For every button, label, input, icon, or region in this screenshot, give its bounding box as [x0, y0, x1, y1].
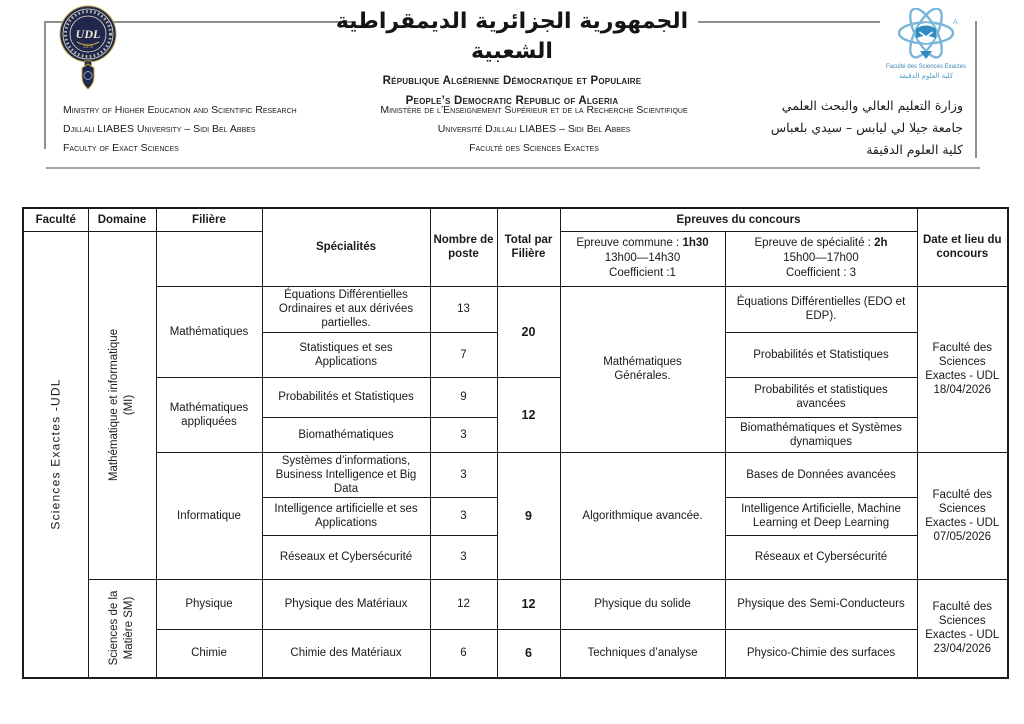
commune-label: Epreuve commune :	[576, 237, 680, 249]
university-seal-logo	[55, 4, 121, 97]
cell-epreuve-commune	[560, 629, 725, 678]
commune-text: Physique du solide	[594, 598, 691, 610]
cell-total-filiere: 6	[497, 629, 560, 678]
ministry-block-fr	[340, 101, 728, 158]
faculte-label: Sciences Exactes -UDL	[48, 378, 63, 530]
commune-text: Algorithmique avancée.	[582, 509, 703, 522]
cell-epreuve-specialite: Bases de Données avancées	[725, 452, 917, 497]
ministry-ar-line: كلية العلوم الدقيقة	[866, 142, 963, 157]
cell-filiere: Chimie	[156, 629, 262, 678]
specialite-coeff: Coefficient : 3	[785, 267, 857, 279]
ministry-block-en	[63, 101, 355, 158]
cell-specialite: Systèmes d’informations, Business Intelligence et Big Data	[262, 452, 430, 497]
date-value: 07/05/2026	[933, 530, 992, 543]
ministry-fr-line: Université Djillali LIABES – Sidi Bel Abbes	[437, 123, 631, 135]
concours-table	[22, 207, 1009, 679]
cell-date-lieu	[917, 579, 1008, 678]
cell-date-lieu	[917, 286, 1008, 452]
cell-filiere: Mathématiques	[156, 286, 262, 377]
cell-nombre-poste: 3	[430, 535, 497, 579]
domaine-sm-line1: Sciences de la	[108, 590, 120, 666]
cell-epreuve-specialite: Biomathématiques et Systèmes dynamiques	[725, 417, 917, 452]
cell-nombre-poste: 12	[430, 579, 497, 629]
header-rule-bottom	[46, 167, 980, 169]
col-header-total: Total par Filière	[497, 208, 560, 286]
ministry-ar-line: وزارة التعليم العالي والبحث العلمي	[781, 98, 963, 113]
commune-text: Mathématiques Générales.	[603, 356, 682, 382]
date-value: 23/04/2026	[933, 643, 992, 656]
svg-text:A: A	[953, 19, 958, 26]
cell-total-filiere: 9	[497, 452, 560, 579]
faculty-logo-caption-ar: كلية العلوم الدقيقة	[898, 72, 954, 80]
cell-epreuve-specialite: Équations Différentielles (EDO et EDP).	[725, 286, 917, 332]
header-rule-right-vertical	[975, 21, 977, 158]
cell-faculte	[23, 231, 88, 678]
cell-specialite: Physique des Matériaux	[262, 579, 430, 629]
specialite-time: 15h00—17h00	[783, 252, 859, 264]
cell-specialite: Chimie des Matériaux	[262, 629, 430, 678]
seal-monogram: UDL	[75, 27, 101, 41]
cell-epreuve-commune-header	[560, 231, 725, 286]
specialite-duration: 2h	[874, 237, 888, 249]
ministry-fr-line: Faculté des Sciences Exactes	[469, 142, 599, 154]
cell-filiere: Physique	[156, 579, 262, 629]
domaine-mi-line2: (MI)	[123, 394, 135, 416]
cell-nombre-poste: 7	[430, 332, 497, 377]
col-header-epreuves: Epreuves du concours	[560, 208, 917, 231]
cell-epreuve-specialite: Intelligence Artificielle, Machine Learning et Deep Learning	[725, 497, 917, 535]
cell-nombre-poste: 3	[430, 497, 497, 535]
col-header-domaine: Domaine	[88, 208, 156, 231]
specialite-label: Epreuve de spécialité :	[754, 237, 871, 249]
cell-total-filiere: 20	[497, 286, 560, 377]
cell-date-lieu	[917, 452, 1008, 579]
faculty-logo-caption-fr: Faculté des Sciences Exactes	[885, 64, 967, 70]
cell-epreuve-commune	[560, 579, 725, 629]
faculty-logo	[878, 8, 974, 91]
cell-domaine-sm	[88, 579, 156, 678]
republic-title-en: People’s Democratic Republic of Algeria	[405, 95, 619, 107]
cell-epreuve-commune	[560, 286, 725, 452]
header-rule-left-vertical	[44, 21, 46, 149]
cell-filiere: Informatique	[156, 452, 262, 579]
ministry-fr-line: Ministère de l’Enseignement Supérieur et de la Recherche Scientifique	[380, 104, 688, 116]
ministry-en-line: Djillali LIABES University – Sidi Bel Abbes	[63, 123, 256, 135]
ministry-ar-line: جامعة جيلا لي ليابس – سيدي بلعباس	[770, 120, 963, 135]
commune-duration: 1h30	[682, 237, 709, 249]
cell-filiere: Mathématiques appliquées	[156, 377, 262, 452]
cell-specialite: Statistiques et ses Applications	[262, 332, 430, 377]
col-header-nombre: Nombre de poste	[430, 208, 497, 286]
domaine-mi-line1: Mathématique et informatique	[108, 328, 120, 482]
cell-epreuve-specialite: Physico-Chimie des surfaces	[725, 629, 917, 678]
cell-epreuve-specialite: Probabilités et Statistiques	[725, 332, 917, 377]
cell-epreuve-specialite: Physique des Semi-Conducteurs	[725, 579, 917, 629]
cell-total-filiere: 12	[497, 579, 560, 629]
date-place: Faculté des Sciences Exactes - UDL	[925, 488, 1000, 529]
ministry-block-ar	[735, 95, 963, 161]
commune-coeff: Coefficient :1	[609, 267, 676, 279]
cell-specialite: Biomathématiques	[262, 417, 430, 452]
cell-nombre-poste: 9	[430, 377, 497, 417]
seal-year: 1978	[82, 44, 94, 49]
ministry-en-line: Faculty of Exact Sciences	[63, 142, 179, 154]
date-place: Faculté des Sciences Exactes - UDL	[925, 342, 1000, 382]
commune-text: Techniques d’analyse	[587, 647, 698, 660]
cell-domaine-mi	[88, 231, 156, 579]
cell-nombre-poste: 6	[430, 629, 497, 678]
cell-epreuve-specialite: Probabilités et statistiques avancées	[725, 377, 917, 417]
cell-nombre-poste: 3	[430, 417, 497, 452]
cell-nombre-poste: 13	[430, 286, 497, 332]
col-header-filiere: Filière	[156, 208, 262, 231]
cell-epreuve-commune	[560, 452, 725, 579]
date-value: 18/04/2026	[933, 384, 992, 396]
col-header-date: Date et lieu du concours	[917, 208, 1008, 286]
cell-specialite: Intelligence artificielle et ses Applications	[262, 497, 430, 535]
col-header-specialites: Spécialités	[262, 208, 430, 286]
commune-time: 13h00—14h30	[604, 252, 681, 264]
col-header-faculte: Faculté	[23, 208, 88, 231]
national-title-arabic: الجمهورية الجزائرية الديمقراطية الشعبية	[335, 9, 689, 64]
ministry-en-line: Ministry of Higher Education and Scientific Research	[63, 104, 297, 116]
republic-title-fr: République Algérienne Démocratique et Populaire	[382, 75, 642, 87]
cell-specialite: Réseaux et Cybersécurité	[262, 535, 430, 579]
cell-epreuve-specialite-header	[725, 231, 917, 286]
cell-total-filiere: 12	[497, 377, 560, 452]
cell-nombre-poste: 3	[430, 452, 497, 497]
cell-specialite: Probabilités et Statistiques	[262, 377, 430, 417]
cell-epreuve-specialite: Réseaux et Cybersécurité	[725, 535, 917, 579]
date-place: Faculté des Sciences Exactes - UDL	[925, 601, 1000, 642]
cell-filiere-header-spacer	[156, 231, 262, 286]
cell-specialite: Équations Différentielles Ordinaires et aux dérivées partielles.	[262, 286, 430, 332]
domaine-sm-line2: Matière SM)	[123, 596, 135, 660]
title-block	[292, 7, 732, 111]
